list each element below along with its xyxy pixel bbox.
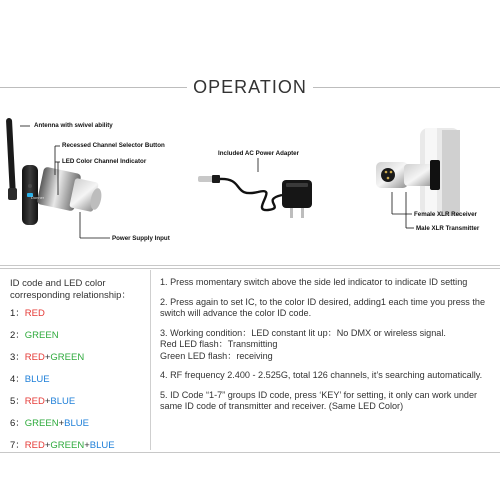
id-code-list xyxy=(10,278,150,462)
id-color-text: GREEN xyxy=(50,440,85,451)
id-item-7 xyxy=(10,440,150,452)
callout-adapter: Included AC Power Adapter xyxy=(218,150,300,157)
id-color-text: BLUE xyxy=(64,418,89,429)
id-item-6 xyxy=(10,418,150,430)
id-number: 3： xyxy=(10,352,25,363)
step-1: 1. Press momentary switch above the side led indicator to indicate ID setting xyxy=(160,277,468,287)
step-5: 5. ID Code “1-7” groups ID code, press ‘KEY’ for setting, it only can work under same ID code of transmitter and receiver. (Same LED Color) xyxy=(160,389,478,411)
page-title: OPERATION xyxy=(187,77,313,98)
id-color-text: + xyxy=(44,396,51,407)
id-color-text: GREEN xyxy=(24,330,59,341)
id-number: 1： xyxy=(10,308,25,319)
callout-button: Recessed Channel Selector Button xyxy=(62,142,165,149)
id-color-text: RED xyxy=(24,352,45,363)
id-color-text: + xyxy=(58,418,65,429)
xlr-connectors-icon xyxy=(376,128,460,216)
ac-adapter-icon xyxy=(198,175,312,218)
section-rule-top xyxy=(0,265,500,269)
id-number: 5： xyxy=(10,396,25,407)
id-color-text: RED xyxy=(24,308,45,319)
step-3 xyxy=(160,328,495,363)
id-color-text: GREEN xyxy=(24,418,59,429)
id-number: 4： xyxy=(10,374,25,385)
id-item-2 xyxy=(10,330,150,342)
transmitter-device-icon xyxy=(6,118,103,225)
id-number: 7： xyxy=(10,440,25,451)
callout-male: Male XLR Transmitter xyxy=(416,225,480,232)
step-4: 4. RF frequency 2.400 - 2.525G, total 126 channels, it’s searching automatically. xyxy=(160,370,483,380)
id-color-text: BLUE xyxy=(89,440,115,451)
id-item-1 xyxy=(10,308,150,320)
id-color-text: RED xyxy=(24,396,45,407)
instructions xyxy=(160,277,495,421)
id-color-text: + xyxy=(44,440,51,451)
id-color-text: GREEN xyxy=(50,352,85,363)
step-3-red: Red LED flash：Transmitting xyxy=(160,339,278,349)
step-2: 2. Press again to set IC, to the color ID desired, adding1 each time you press the switch will advance the color ID code. xyxy=(160,296,486,318)
id-number: 6： xyxy=(10,418,25,429)
step-3-green: Green LED flash：receiving xyxy=(160,350,273,361)
step-3-condition: 3. Working condition：LED constant lit up：No DMX or wireless signal. xyxy=(160,327,446,338)
id-item-5 xyxy=(10,396,150,408)
id-intro-text: ID code and LED color corresponding relationship： xyxy=(10,278,131,301)
device-logo-text: Donner xyxy=(31,195,45,200)
id-color-text: RED xyxy=(24,440,45,451)
id-color-text: + xyxy=(84,440,90,451)
column-divider xyxy=(150,270,151,450)
id-item-3 xyxy=(10,352,150,364)
callout-female: Female XLR Receiver xyxy=(414,211,477,218)
id-color-text: + xyxy=(44,352,51,363)
callout-power: Power Supply Input xyxy=(112,235,170,242)
callout-antenna: Antenna with swivel ability xyxy=(34,122,113,129)
id-item-4 xyxy=(10,374,150,386)
id-color-text: BLUE xyxy=(24,374,50,385)
id-color-text: BLUE xyxy=(50,396,76,407)
id-number: 2： xyxy=(10,330,25,341)
callout-led: LED Color Channel Indicator xyxy=(62,158,147,165)
